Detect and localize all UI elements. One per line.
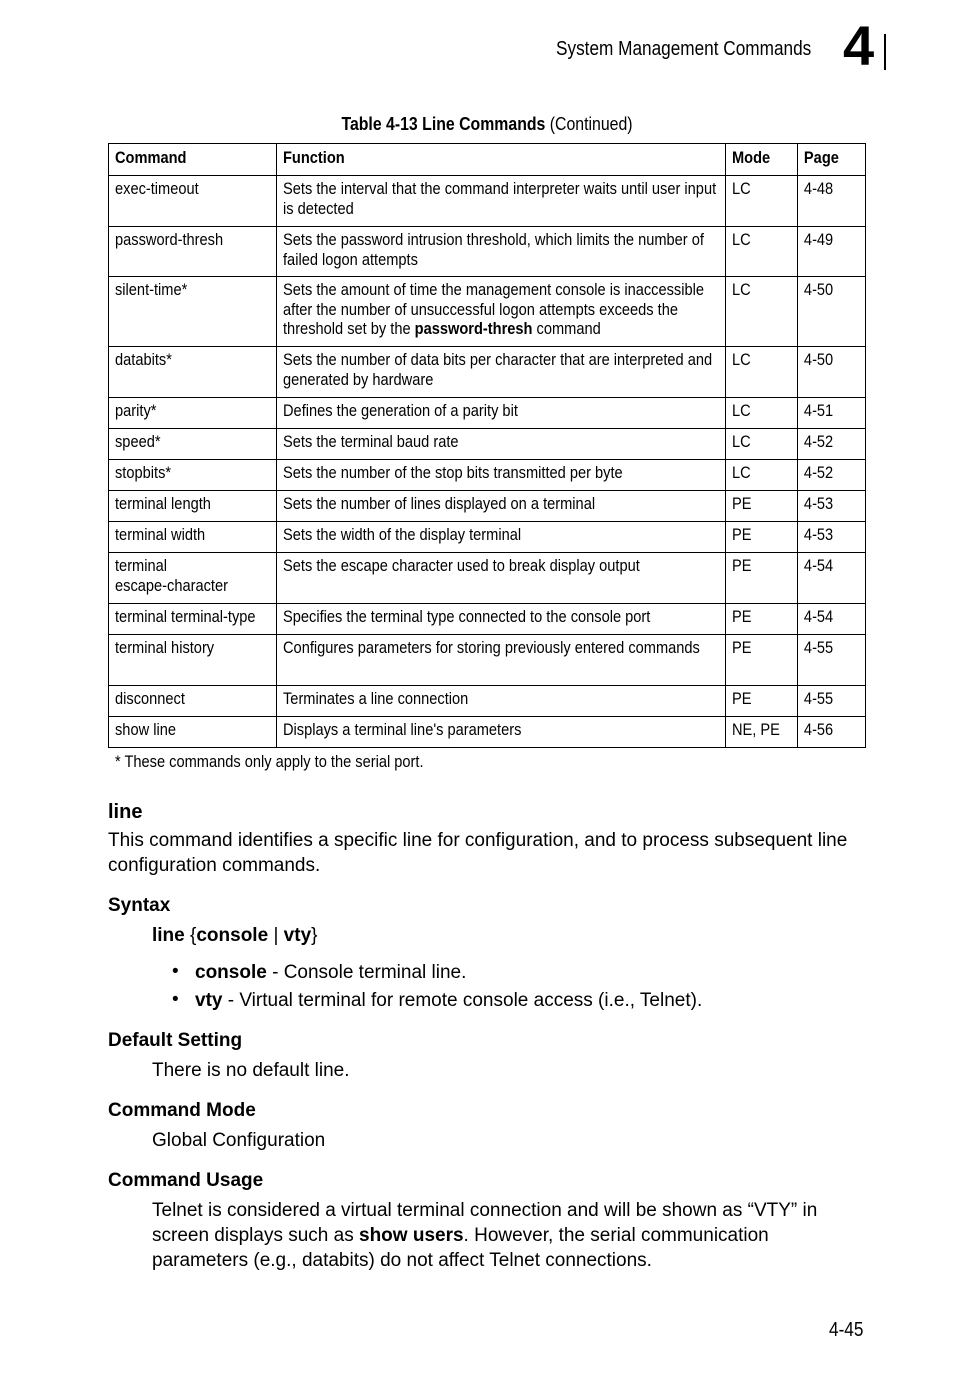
cell-page: 4-54: [798, 553, 866, 604]
cell-page: 4-53: [798, 522, 866, 553]
cell-mode: PE: [726, 553, 798, 604]
cell-page: 4-49: [798, 227, 866, 277]
cell-page: 4-52: [798, 429, 866, 460]
table-row: [109, 398, 866, 429]
cell-command: terminal length: [109, 491, 277, 522]
cell-command: silent-time*: [109, 277, 277, 347]
cell-mode: PE: [726, 522, 798, 553]
cell-command: stopbits*: [109, 460, 277, 491]
cell-page: 4-54: [798, 604, 866, 635]
cell-function: Sets the password intrusion threshold, which limits the number of failed logon attempts: [277, 227, 726, 277]
table-row: [109, 717, 866, 748]
table-row: [109, 604, 866, 635]
cell-function: Sets the escape character used to break display output: [277, 553, 726, 604]
cell-function: Sets the interval that the command interpreter waits until user input is detected: [277, 176, 726, 227]
default-setting-heading: Default Setting: [108, 1030, 243, 1051]
command-title: line: [108, 801, 143, 823]
cell-mode: LC: [726, 277, 798, 347]
cell-mode: LC: [726, 347, 798, 398]
cell-function: Specifies the terminal type connected to the console port: [277, 604, 726, 635]
cell-page: 4-51: [798, 398, 866, 429]
cell-function: Sets the number of lines displayed on a terminal: [277, 491, 726, 522]
cell-page: 4-52: [798, 460, 866, 491]
cell-mode: LC: [726, 176, 798, 227]
cell-function: Terminates a line connection: [277, 686, 726, 717]
running-header: System Management Commands: [556, 38, 812, 60]
column-header-function: Function: [277, 144, 726, 176]
command-mode-heading: Command Mode: [108, 1100, 256, 1121]
table-row: [109, 522, 866, 553]
table-caption-note: (Continued): [545, 114, 633, 134]
table-row: [109, 460, 866, 491]
command-description: This command identifies a specific line for configuration, and to process subsequent line configuration commands.: [108, 830, 848, 876]
table-row: [109, 429, 866, 460]
cell-mode: PE: [726, 635, 798, 686]
cell-function: Configures parameters for storing previously entered commands: [277, 635, 726, 686]
cell-mode: PE: [726, 491, 798, 522]
chapter-divider: [884, 34, 886, 70]
table-row: [109, 491, 866, 522]
bullet-marker: •: [172, 989, 179, 1010]
param-console: console - Console terminal line.: [195, 962, 467, 983]
command-mode-text: Global Configuration: [152, 1130, 326, 1151]
cell-command: terminal history: [109, 635, 277, 686]
table-row: [109, 277, 866, 347]
cell-command: databits*: [109, 347, 277, 398]
cell-mode: LC: [726, 460, 798, 491]
param-vty: vty - Virtual terminal for remote console access (i.e., Telnet).: [195, 990, 703, 1011]
cell-command: speed*: [109, 429, 277, 460]
cell-function: Sets the terminal baud rate: [277, 429, 726, 460]
cell-command: parity*: [109, 398, 277, 429]
cell-function: Sets the number of the stop bits transmitted per byte: [277, 460, 726, 491]
cell-function: Sets the width of the display terminal: [277, 522, 726, 553]
cell-function: Sets the number of data bits per character that are interpreted and generated by hardware: [277, 347, 726, 398]
cell-page: 4-55: [798, 635, 866, 686]
column-header-mode: Mode: [726, 144, 798, 176]
cell-page: 4-48: [798, 176, 866, 227]
bullet-marker: •: [172, 961, 179, 982]
command-usage-text: Telnet is considered a virtual terminal connection and will be shown as “VTY” in screen displays such as show users. However, the serial communication parameters (e.g., databits) do not affect Telnet connections.: [152, 1200, 818, 1271]
column-header-command: Command: [109, 144, 277, 176]
cell-function: Displays a terminal line's parameters: [277, 717, 726, 748]
cell-command: exec-timeout: [109, 176, 277, 227]
cell-mode: LC: [726, 429, 798, 460]
cell-function: Sets the amount of time the management console is inaccessible after the number of unsuccessful logon attempts exceeds the threshold set by the password-thresh command: [277, 277, 726, 347]
cell-page: 4-53: [798, 491, 866, 522]
cell-mode: PE: [726, 686, 798, 717]
table-row: [109, 686, 866, 717]
column-header-page: Page: [798, 144, 866, 176]
table-row: [109, 227, 866, 277]
table-row: [109, 347, 866, 398]
cell-mode: LC: [726, 227, 798, 277]
syntax-heading: Syntax: [108, 895, 171, 916]
cell-mode: NE, PE: [726, 717, 798, 748]
line-commands-table: [108, 143, 866, 748]
chapter-number: 4: [843, 14, 875, 77]
cell-page: 4-50: [798, 277, 866, 347]
cell-page: 4-50: [798, 347, 866, 398]
cell-mode: LC: [726, 398, 798, 429]
syntax-line: line {console | vty}: [152, 925, 318, 946]
table-row: [109, 635, 866, 686]
table-caption-title: Table 4-13 Line Commands: [341, 114, 546, 134]
cell-command: terminal width: [109, 522, 277, 553]
cell-page: 4-55: [798, 686, 866, 717]
table-row: [109, 176, 866, 227]
cell-page: 4-56: [798, 717, 866, 748]
cell-command: password-thresh: [109, 227, 277, 277]
table-header-row: [109, 144, 866, 176]
cell-mode: PE: [726, 604, 798, 635]
cell-command: terminal terminal-type: [109, 604, 277, 635]
cell-command: terminal escape-character: [109, 553, 277, 604]
cell-command: disconnect: [109, 686, 277, 717]
cell-command: show line: [109, 717, 277, 748]
page-number: 4-45: [829, 1319, 864, 1341]
table-footnote: * These commands only apply to the serial port.: [115, 752, 424, 771]
command-reference: password-thresh: [414, 319, 533, 338]
table-caption: [58, 114, 915, 135]
cell-function: Defines the generation of a parity bit: [277, 398, 726, 429]
command-usage-heading: Command Usage: [108, 1170, 264, 1191]
table-row: [109, 553, 866, 604]
default-setting-text: There is no default line.: [152, 1060, 350, 1081]
